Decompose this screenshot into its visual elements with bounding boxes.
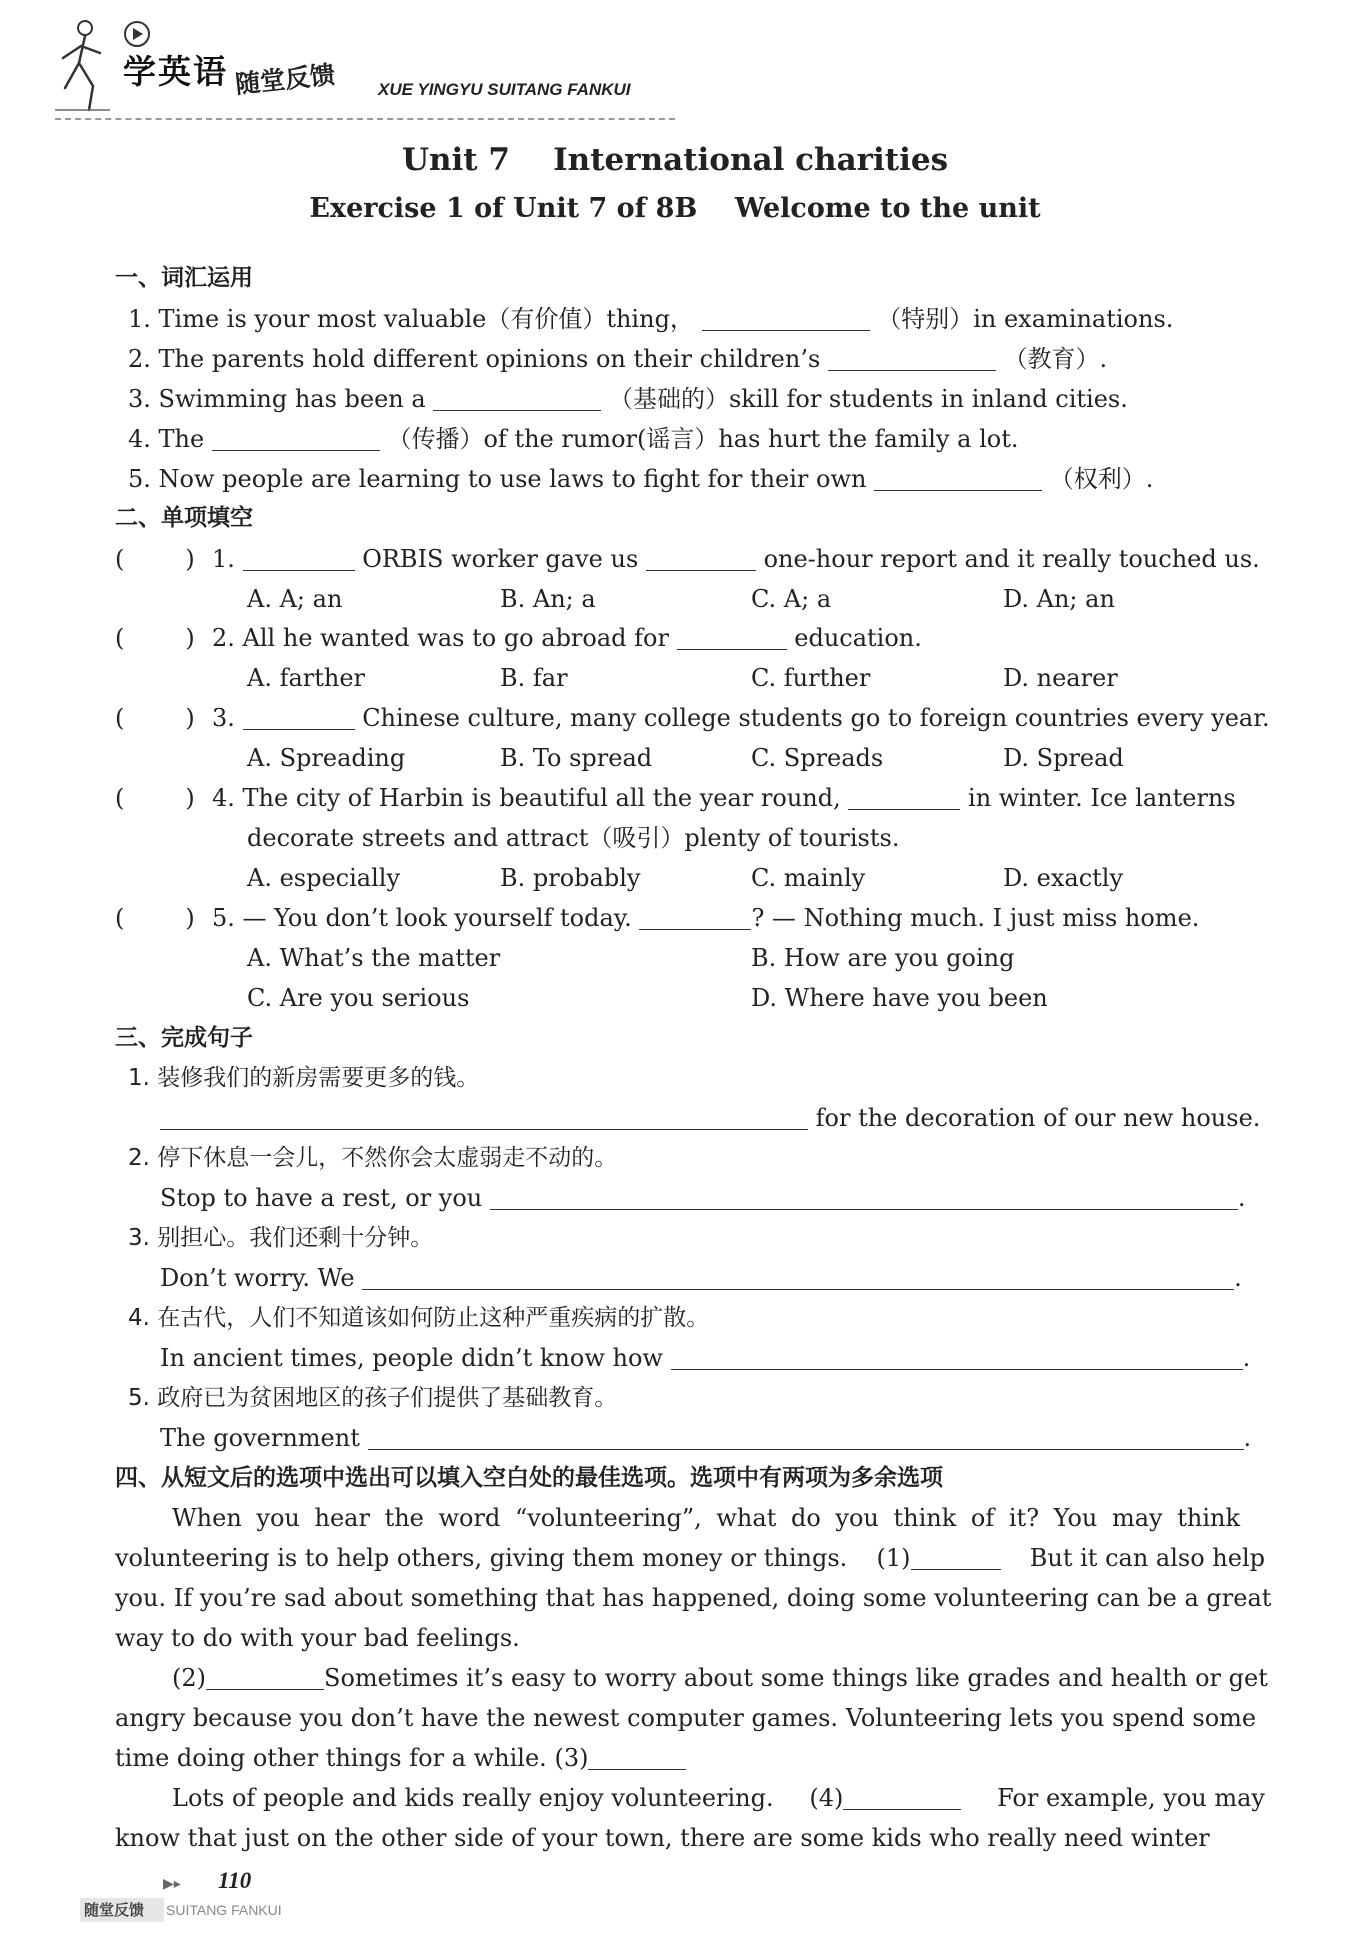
answer-paren[interactable]: ( ) (115, 784, 195, 812)
exercise-title: Exercise 1 of Unit 7 of 8B Welcome to the unit (309, 193, 1041, 224)
option[interactable]: A. What’s the matter (247, 944, 501, 972)
brand-subtitle: 随堂反馈 (233, 59, 337, 100)
s3-q3-cn: 3. 别担心。我们还剩十分钟。 (128, 1225, 434, 1251)
answer-blank[interactable] (362, 1263, 1234, 1290)
s3-q1-cn: 1. 装修我们的新房需要更多的钱。 (128, 1065, 480, 1091)
answer-paren[interactable]: ( ) (115, 545, 195, 573)
footer-brand (80, 1898, 290, 1924)
passage-blank-label: (4) (809, 1784, 844, 1812)
header-divider (55, 118, 675, 120)
answer-blank[interactable] (490, 1183, 1238, 1210)
passage-line: know that just on the other side of your town, there are some kids who really need winter (115, 1824, 1210, 1852)
option[interactable]: C. mainly (751, 864, 866, 892)
s3-q3-en: Don’t worry. We . (160, 1264, 1242, 1292)
s2-q3: 3. Chinese culture, many college students go to foreign countries every year. (212, 704, 1270, 732)
s3-q2-en: Stop to have a rest, or you . (160, 1184, 1246, 1212)
answer-paren[interactable]: ( ) (115, 704, 195, 732)
answer-blank[interactable] (588, 1743, 686, 1770)
passage-line: When you hear the word “volunteering”, what do you think of it? You may think (172, 1504, 1241, 1532)
brand-pinyin: XUE YINGYU SUITANG FANKUI (378, 80, 631, 99)
answer-blank[interactable] (243, 544, 355, 571)
answer-blank[interactable] (911, 1543, 1001, 1570)
passage-blank-label: (1) (876, 1544, 911, 1572)
option[interactable]: B. An; a (500, 585, 596, 613)
option[interactable]: C. Are you serious (247, 984, 470, 1012)
passage-blank-label: (2) (172, 1664, 206, 1692)
s2-q4: 4. The city of Harbin is beautiful all the year round, in winter. Ice lanterns (212, 784, 1236, 812)
option[interactable]: D. nearer (1003, 664, 1118, 692)
answer-blank[interactable] (874, 464, 1042, 491)
answer-blank[interactable] (848, 783, 960, 810)
runner-logo-icon (55, 18, 115, 113)
option[interactable]: B. probably (500, 864, 641, 892)
passage-line: volunteering is to help others, giving them money or things. (1) But it can also help (115, 1544, 1265, 1572)
option[interactable]: D. Spread (1003, 744, 1124, 772)
option[interactable]: A. farther (247, 664, 366, 692)
option[interactable]: C. further (751, 664, 871, 692)
answer-blank[interactable] (212, 424, 380, 451)
option[interactable]: C. A; a (751, 585, 832, 613)
passage-line: you. If you’re sad about something that has happened, doing some volunteering can be a great (115, 1584, 1272, 1612)
page-number: 110 (218, 1868, 252, 1893)
option[interactable]: D. exactly (1003, 864, 1124, 892)
s3-q1-en: for the decoration of our new house. (160, 1102, 1260, 1134)
s1-item-4: 4. The （传播）of the rumor(谣言）has hurt the family a lot. (128, 425, 1019, 453)
passage-line: (2) Sometimes it’s easy to worry about some things like grades and health or get (172, 1664, 1268, 1692)
s1-item-3: 3. Swimming has been a （基础的）skill for students in inland cities. (128, 385, 1128, 413)
s3-q2-cn: 2. 停下休息一会儿，不然你会太虚弱走不动的。 (128, 1145, 618, 1171)
s2-q5: 5. — You don’t look yourself today. ? — Nothing much. I just miss home. (212, 904, 1200, 932)
answer-blank[interactable] (206, 1663, 324, 1690)
header-logo (55, 18, 675, 118)
section-2-heading: 二、单项填空 (115, 505, 253, 531)
answer-blank[interactable] (702, 304, 870, 331)
s1-item-1: 1. Time is your most valuable（有价值）thing， （特别）in examinations. (128, 305, 1174, 333)
option[interactable]: A. Spreading (247, 744, 406, 772)
option[interactable]: C. Spreads (751, 744, 884, 772)
s3-q5-cn: 5. 政府已为贫困地区的孩子们提供了基础教育。 (128, 1385, 618, 1411)
passage-line: time doing other things for a while. (3) (115, 1742, 686, 1774)
s1-item-5: 5. Now people are learning to use laws to fight for their own （权利）. (128, 465, 1154, 493)
s2-q2: 2. All he wanted was to go abroad for education. (212, 624, 922, 652)
passage-line: angry because you don’t have the newest computer games. Volunteering lets you spend some (115, 1704, 1257, 1732)
s3-q4-en: In ancient times, people didn’t know how . (160, 1344, 1251, 1372)
answer-blank[interactable] (368, 1423, 1244, 1450)
section-1-heading: 一、词汇运用 (115, 265, 253, 291)
s3-q4-cn: 4. 在古代，人们不知道该如何防止这种严重疾病的扩散。 (128, 1305, 710, 1331)
option[interactable]: A. A; an (247, 585, 343, 613)
s1-item-2: 2. The parents hold different opinions on their children’s （教育）. (128, 345, 1108, 373)
unit-title: Unit 7 International charities (401, 142, 949, 178)
play-icon (123, 20, 151, 48)
answer-blank[interactable] (843, 1783, 961, 1810)
option[interactable]: D. An; an (1003, 585, 1115, 613)
passage-line: Lots of people and kids really enjoy volunteering. (4) For example, you may (172, 1784, 1265, 1812)
arrow-right-icon: ▶▸ (163, 1876, 181, 1892)
s2-q4-cont: decorate streets and attract（吸引）plenty of tourists. (247, 824, 900, 852)
s3-q5-en: The government . (160, 1424, 1252, 1452)
option[interactable]: D. Where have you been (751, 984, 1048, 1012)
s2-q1: 1. ORBIS worker gave us one-hour report and it really touched us. (212, 545, 1260, 573)
answer-blank[interactable] (671, 1343, 1243, 1370)
passage-line: way to do with your bad feelings. (115, 1624, 520, 1652)
answer-blank[interactable] (677, 623, 787, 650)
answer-blank[interactable] (639, 903, 751, 930)
answer-blank[interactable] (828, 344, 996, 371)
option[interactable]: B. To spread (500, 744, 653, 772)
answer-paren[interactable]: ( ) (115, 904, 195, 932)
option[interactable]: B. far (500, 664, 568, 692)
answer-paren[interactable]: ( ) (115, 624, 195, 652)
section-3-heading: 三、完成句子 (115, 1025, 253, 1051)
option[interactable]: B. How are you going (751, 944, 1015, 972)
answer-blank[interactable] (160, 1103, 808, 1130)
answer-blank[interactable] (243, 703, 355, 730)
answer-blank[interactable] (433, 384, 601, 411)
passage-blank-label: (3) (554, 1744, 589, 1772)
answer-blank[interactable] (646, 544, 756, 571)
brand-title: 学英语 (123, 52, 228, 91)
option[interactable]: A. especially (247, 864, 401, 892)
footer-brand-cn: 随堂反馈 (80, 1898, 164, 1922)
section-4-heading: 四、从短文后的选项中选出可以填入空白处的最佳选项。选项中有两项为多余选项 (115, 1465, 943, 1491)
footer-brand-en: SUITANG FANKUI (166, 1902, 282, 1918)
